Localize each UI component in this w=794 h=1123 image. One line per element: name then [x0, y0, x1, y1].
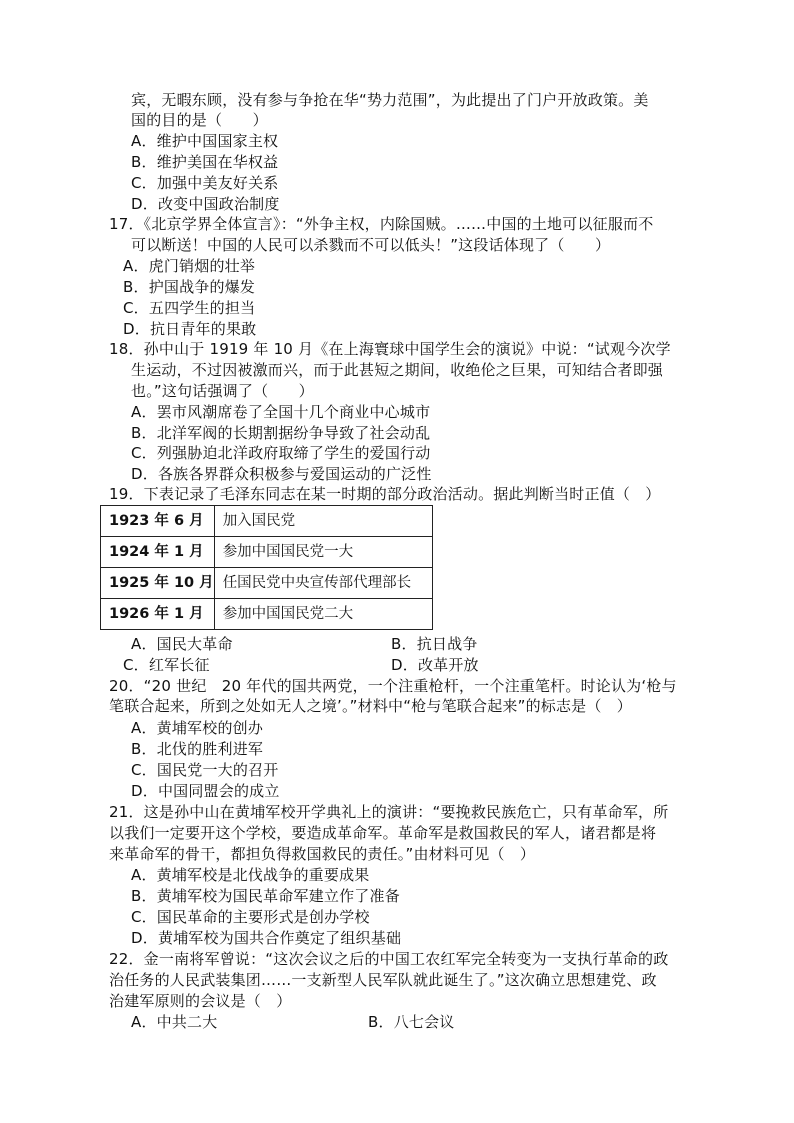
table-cell-event: 参加中国国民党二大 — [214, 599, 432, 630]
q16-option-a: A．维护中国国家主权 — [131, 132, 279, 150]
q19-activity-table — [100, 505, 433, 630]
q17-option-c: C．五四学生的担当 — [123, 299, 256, 317]
q20-stem-line-2: 笔联合起来，所到之处如无人之境’。”材料中“枪与笔联合起来”的标志是（ ） — [109, 697, 632, 715]
q18-option-c: C．列强胁迫北洋政府取缔了学生的爱国行动 — [131, 444, 431, 462]
q17-option-d: D．抗日青年的果敢 — [123, 320, 257, 338]
table-row — [101, 568, 433, 599]
q18-stem-line-3: 也。”这句话强调了（ ） — [131, 382, 314, 400]
q22-stem-line-1: 22．金一南将军曾说：“这次会议之后的中国工农红军完全转变为一支执行革命的政 — [109, 950, 669, 968]
q16-stem-line-1: 宾，无暇东顾，没有参与争抢在华“势力范围”，为此提出了门户开放政策。美 — [131, 91, 649, 109]
table-row — [101, 537, 433, 568]
q21-stem-line-2: 以我们一定要开这个学校，要造成革命军。革命军是救国救民的军人，诸君都是将 — [109, 824, 657, 842]
q17-stem-line-1: 17．《北京学界全体宣言》：“外争主权，内除国贼。……中国的土地可以征服而不 — [109, 215, 654, 233]
q21-option-d: D．黄埔军校为国共合作奠定了组织基础 — [131, 929, 402, 947]
q18-option-a: A．罢市风潮席卷了全国十几个商业中心城市 — [131, 403, 431, 421]
q18-stem-line-2: 生运动，不过因被激而兴，而于此甚短之期间，收绝伦之巨果，可知结合者即强 — [131, 361, 664, 379]
q22-option-b: B．八七会议 — [368, 1013, 455, 1031]
q21-option-c: C．国民革命的主要形式是创办学校 — [131, 908, 370, 926]
q16-option-c: C．加强中美友好关系 — [131, 174, 279, 192]
table-row — [101, 599, 433, 630]
q16-option-b: B．维护美国在华权益 — [131, 153, 279, 171]
q22-option-a: A．中共二大 — [131, 1013, 218, 1031]
q18-option-b: B．北洋军阀的长期割据纷争导致了社会动乱 — [131, 424, 431, 442]
q16-stem-line-2: 国的目的是（ ） — [131, 111, 268, 129]
q16-option-d: D．改变中国政治制度 — [131, 195, 280, 213]
q22-stem-line-3: 治建军原则的会议是（ ） — [109, 992, 292, 1010]
q19-option-d: D．改革开放 — [391, 656, 479, 674]
table-cell-date: 1925 年 10 月 — [101, 568, 215, 599]
q19-option-a: A．国民大革命 — [131, 635, 233, 653]
q17-option-b: B．护国战争的爆发 — [123, 278, 256, 296]
q19-option-b: B．抗日战争 — [391, 635, 478, 653]
q21-stem-line-3: 来革命军的骨干，都担负得救国救民的责任。”由材料可见（ ） — [109, 845, 536, 863]
table-cell-date: 1923 年 6 月 — [101, 506, 215, 537]
q19-stem-line-1: 19．下表记录了毛泽东同志在某一时期的部分政治活动。据此判断当时正值（ ） — [109, 485, 661, 503]
table-cell-event: 加入国民党 — [214, 506, 432, 537]
table-cell-date: 1926 年 1 月 — [101, 599, 215, 630]
q20-option-c: C．国民党一大的召开 — [131, 761, 279, 779]
q17-option-a: A．虎门销烟的壮举 — [123, 257, 256, 275]
q19-option-c: C．红军长征 — [123, 656, 210, 674]
q21-option-a: A．黄埔军校是北伐战争的重要成果 — [131, 866, 370, 884]
table-cell-event: 参加中国国民党一大 — [214, 537, 432, 568]
q20-stem-line-1: 20．“20 世纪 20 年代的国共两党，一个注重枪杆，一个注重笔杆。时论认为‘枪与 — [109, 677, 677, 695]
q20-option-d: D．中国同盟会的成立 — [131, 782, 280, 800]
q18-option-d: D．各族各界群众积极参与爱国运动的广泛性 — [131, 465, 432, 483]
q21-option-b: B．黄埔军校为国民革命军建立作了准备 — [131, 887, 400, 905]
table-row — [101, 506, 433, 537]
table-cell-event: 任国民党中央宣传部代理部长 — [214, 568, 432, 599]
q17-stem-line-2: 可以断送！中国的人民可以杀戮而不可以低头！”这段话体现了（ ） — [131, 236, 611, 254]
table-cell-date: 1924 年 1 月 — [101, 537, 215, 568]
q22-stem-line-2: 治任务的人民武装集团……一支新型人民军队就此诞生了。”这次确立思想建党、政 — [109, 971, 657, 989]
q18-stem-line-1: 18．孙中山于 1919 年 10 月《在上海寰球中国学生会的演说》中说：“试观今次学 — [109, 340, 671, 358]
q21-stem-line-1: 21．这是孙中山在黄埔军校开学典礼上的演讲：“要挽救民族危亡，只有革命军，所 — [109, 803, 669, 821]
q20-option-b: B．北伐的胜利进军 — [131, 740, 264, 758]
q20-option-a: A．黄埔军校的创办 — [131, 719, 264, 737]
